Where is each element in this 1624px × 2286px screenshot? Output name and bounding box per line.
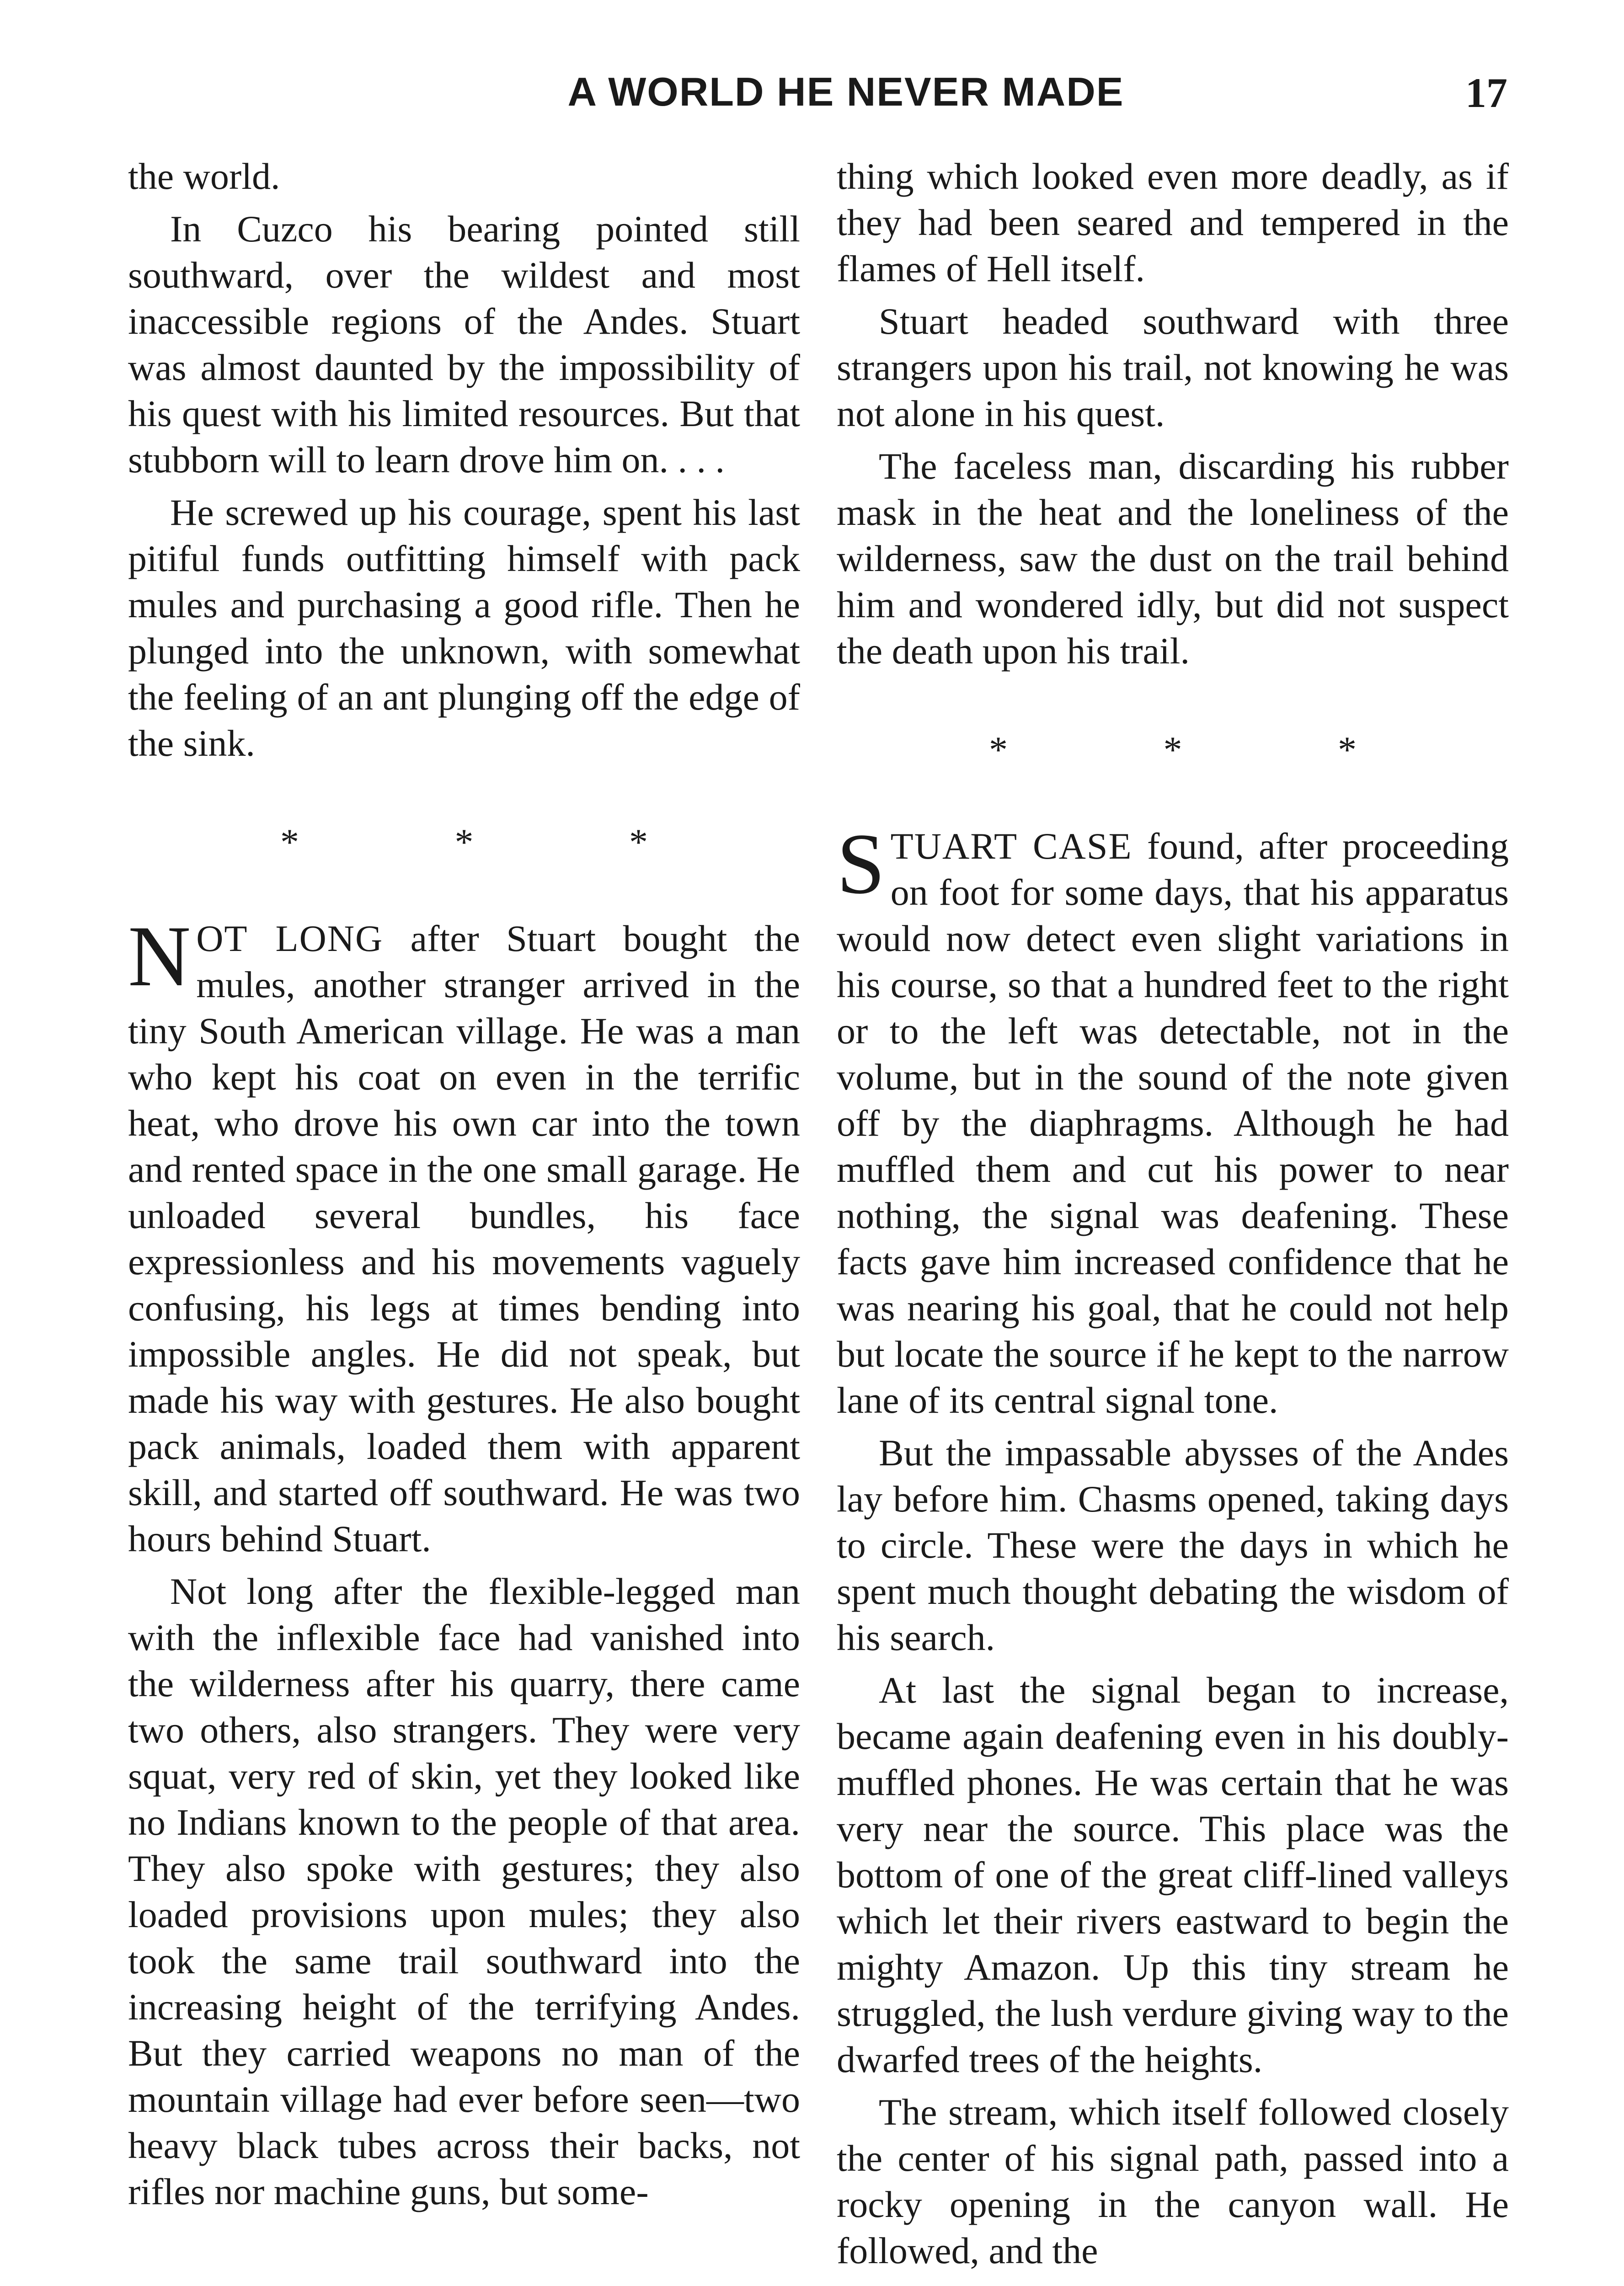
section-break: * * * [280, 821, 721, 863]
paragraph: The stream, which itself followed closely the center of his signal path, passed into a rocky opening in the canyon wall. He followed, and the [837, 2091, 1509, 2271]
paragraph: thing which looked even more deadly, as if they had been seared and tempered in the flames of Hell itself. [837, 155, 1509, 289]
paragraph-text: after Stuart bought the mules, another stranger arrived in the tiny South American village. He was a man who kept his coat on even in the terrific heat, who drove his own car into the town and rented space in the one small garage. He unloaded several bundles, his face expressionless and his movements vaguely confusing, his legs at times bending into impossible angles. He did not speak, but made his way with gestures. He also bought pack animals, loaded them with apparent skill, and started off southward. He was two hours behind Stuart. [128, 918, 800, 1560]
left-column [128, 153, 800, 2221]
paragraph: Stuart headed southward with three strangers upon his trail, not knowing he was not alone in his quest. [837, 300, 1509, 434]
lead-in-caps: OT LONG [196, 918, 384, 959]
section-break: * * * [989, 729, 1430, 770]
paragraph: Not long after the flexible-legged man with the inflexible face had vanished into the wilderness after his quarry, there came two others, also strangers. They were very squat, very red of skin, yet they looked like no Indians known to the people of that area. They also spoke with gestures; they also loaded provisions upon mules; they also took the same trail southward into the increasing height of the terrifying Andes. But they carried weapons no man of the mountain village had ever before seen—two heavy black tubes across their backs, not rifles nor machine guns, but some- [128, 1570, 800, 2212]
paragraph: He screwed up his courage, spent his last pitiful funds outfitting himself with pack mules and purchasing a good rifle. Then he plunged into the unknown, with somewhat the feeling of an ant plunging off the edge of the sink. [128, 491, 800, 764]
page-number: 17 [1465, 69, 1507, 116]
paragraph-text: found, after proceeding on foot for some days, that his apparatus would now detect even slight variations in his course, so that a hundred feet to the right or to the left was detectable, not in the volume, but in the sound of the note given off by the diaphragms. Although he had muffled them and cut his power to near nothing, the signal was deafening. These facts gave him increased confidence that he was nearing his goal, that he could not help but locate the source if he kept to the narrow lane of its central signal tone. [837, 825, 1509, 1421]
right-column [837, 153, 1509, 2280]
paragraph [128, 908, 800, 1562]
lead-in-caps: TUART CASE [890, 825, 1133, 867]
running-header: A WORLD HE NEVER MADE [567, 69, 1124, 114]
drop-cap: N [128, 908, 191, 1004]
paragraph [837, 816, 1509, 1423]
drop-cap: S [837, 816, 885, 912]
paragraph: At last the signal began to increase, became again deafening even in his doubly-muffled phones. He was certain that he was very near the source. This place was the bottom of one of the great cliff-lined valleys which let their rivers eastward to begin the mighty Amazon. Up this tiny stream he struggled, the lush verdure giving way to the dwarfed trees of the heights. [837, 1669, 1509, 2080]
paragraph: But the impassable abysses of the Andes lay before him. Chasms opened, taking days to circle. These were the days in which he spent much thought debating the wisdom of his search. [837, 1432, 1509, 1658]
paragraph: the world. [128, 155, 280, 197]
paragraph: The faceless man, discarding his rubber mask in the heat and the loneliness of the wilderness, saw the dust on the trail behind him and wondered idly, but did not suspect the death upon his trail. [837, 445, 1509, 672]
paragraph: In Cuzco his bearing pointed still southward, over the wildest and most inaccessible regions of the Andes. Stuart was almost daunted by the impossibility of his quest with his limited resources. But that stubborn will to learn drove him on. . . . [128, 208, 800, 481]
